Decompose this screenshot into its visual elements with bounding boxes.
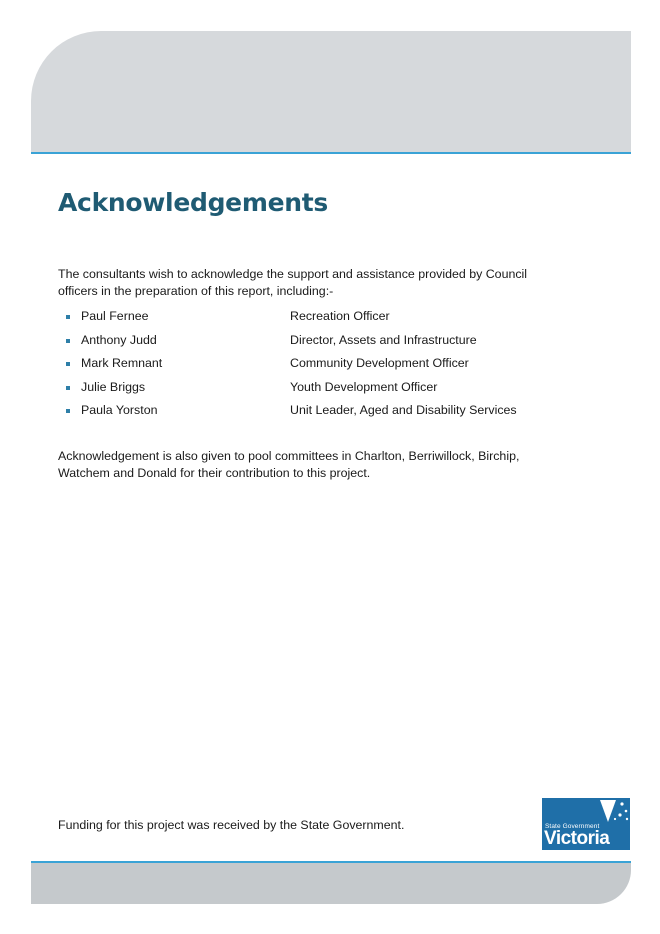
bullet-icon: [66, 409, 70, 413]
officer-name: Mark Remnant: [81, 356, 163, 370]
footer-band: [31, 861, 631, 904]
officer-role: Youth Development Officer: [290, 379, 438, 394]
list-item: [58, 330, 578, 354]
bullet-icon: [66, 339, 70, 343]
page-title: Acknowledgements: [58, 188, 328, 217]
victoria-government-logo: [542, 798, 630, 850]
officer-role: Community Development Officer: [290, 356, 469, 370]
list-item: [58, 306, 578, 330]
logo-line-state-government: State Government: [545, 823, 600, 830]
officer-name: Paul Fernee: [81, 309, 149, 323]
officer-name: Paula Yorston: [81, 403, 158, 417]
officer-name: Anthony Judd: [81, 332, 157, 347]
acknowledgement-paragraph: Acknowledgement is also given to pool committees in Charlton, Berriwillock, Birchip, Watchem and Donald for their contribution to this project.: [58, 449, 520, 480]
funding-note: Funding for this project was received by the State Government.: [58, 818, 405, 832]
officer-role: Unit Leader, Aged and Disability Services: [290, 403, 517, 417]
acknowledged-officers-list: [58, 306, 578, 424]
bullet-icon: [66, 315, 70, 319]
list-item: [58, 400, 578, 424]
officer-role: Recreation Officer: [290, 309, 390, 323]
logo-line-victoria: Victoria: [544, 828, 610, 849]
officer-name: Julie Briggs: [81, 379, 146, 394]
bullet-icon: [66, 362, 70, 366]
intro-paragraph: The consultants wish to acknowledge the support and assistance provided by Council officers in the preparation of this report, including:-: [58, 267, 528, 298]
bullet-icon: [66, 386, 70, 390]
list-item: [58, 377, 578, 401]
officer-role: Director, Assets and Infrastructure: [290, 332, 477, 347]
header-band: [31, 31, 631, 154]
list-item: [58, 353, 578, 377]
